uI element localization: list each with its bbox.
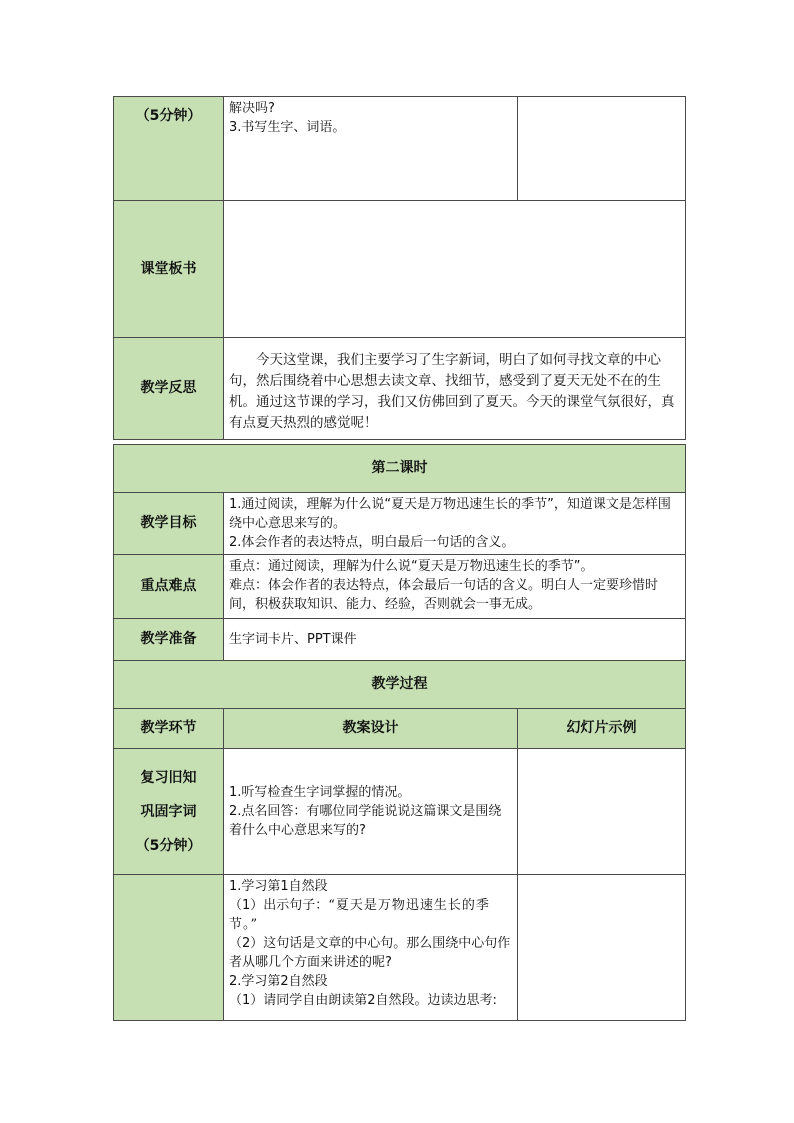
lesson-table-part2	[113, 444, 686, 1021]
row-process-title	[114, 661, 686, 709]
text-line	[229, 896, 512, 934]
study-label	[114, 875, 224, 1021]
text-line: 1.通过阅读，理解为什么说“夏天是万物迅速生长的季节”，知道课文是怎样围绕中心意思来写的。	[229, 497, 671, 531]
process-title: 教学过程	[114, 661, 686, 709]
text-fragment: （1）出示句子：	[229, 898, 329, 913]
stage-duration-label: （5分钟）	[114, 97, 224, 201]
study-content	[224, 875, 518, 1021]
row-writing-practice	[114, 97, 686, 201]
label-line: 复习旧知	[140, 769, 197, 786]
key-points-label: 重点难点	[114, 555, 224, 619]
preparation-label: 教学准备	[114, 619, 224, 661]
blackboard-content	[224, 201, 686, 338]
review-content	[224, 749, 518, 875]
row-section-title	[114, 445, 686, 493]
text-line: 解决吗?	[229, 101, 275, 116]
column-header: 教案设计	[224, 709, 518, 749]
key-points-content	[224, 555, 686, 619]
text-line: 重点：通过阅读，理解为什么说“夏天是万物迅速生长的季节”。	[229, 559, 594, 574]
text-line: （1）请同学自由朗读第2自然段。边读边思考:	[229, 993, 497, 1008]
row-review	[114, 749, 686, 875]
row-key-points	[114, 555, 686, 619]
reflection-label: 教学反思	[114, 338, 224, 440]
row-reflection	[114, 338, 686, 440]
row-column-headers	[114, 709, 686, 749]
text-line: 2.学习第2自然段	[229, 974, 328, 989]
label-line: （5分钟）	[135, 837, 202, 854]
row-blackboard	[114, 201, 686, 338]
section-title: 第二课时	[114, 445, 686, 493]
quoted-sentence: “夏天是万物迅速生长的季节。”	[229, 898, 490, 932]
text-line: 2.点名回答：有哪位同学能说说这篇课文是围绕着什么中心意思来写的?	[229, 804, 502, 838]
review-label	[114, 749, 224, 875]
column-header: 幻灯片示例	[518, 709, 686, 749]
text-line: 1.学习第1自然段	[229, 879, 328, 894]
reflection-text: 今天这堂课，我们主要学习了生字新词，明白了如何寻找文章的中心句，然后围绕着中心思想去读文章、找细节，感受到了夏天无处不在的生机。通过这节课的学习，我们又仿佛回到了夏天。今天的课堂气氛很好，真有点夏天热烈的感觉呢！	[224, 338, 686, 440]
slide-example-cell	[518, 97, 686, 201]
row-study	[114, 875, 686, 1021]
preparation-content: 生字词卡片、PPT课件	[224, 619, 686, 661]
goals-label: 教学目标	[114, 493, 224, 555]
lesson-table-part1	[113, 96, 686, 440]
text-line: 2.体会作者的表达特点，明白最后一句话的含义。	[229, 535, 515, 550]
blackboard-label: 课堂板书	[114, 201, 224, 338]
row-preparation	[114, 619, 686, 661]
goals-content	[224, 493, 686, 555]
row-goals	[114, 493, 686, 555]
column-header: 教学环节	[114, 709, 224, 749]
slide-example-cell	[518, 749, 686, 875]
label-line: 巩固字词	[140, 803, 197, 820]
slide-example-cell	[518, 875, 686, 1021]
writing-practice-content	[224, 97, 518, 201]
text-line: 难点：体会作者的表达特点，体会最后一句话的含义。明白人一定要珍惜时间，积极获取知识、能力、经验，否则就会一事无成。	[229, 578, 659, 612]
text-line: 3.书写生字、词语。	[229, 120, 346, 135]
text-line: 1.听写检查生字词掌握的情况。	[229, 785, 411, 800]
text-line: （2）这句话是文章的中心句。那么围绕中心句作者从哪几个方面来讲述的呢?	[229, 936, 511, 970]
